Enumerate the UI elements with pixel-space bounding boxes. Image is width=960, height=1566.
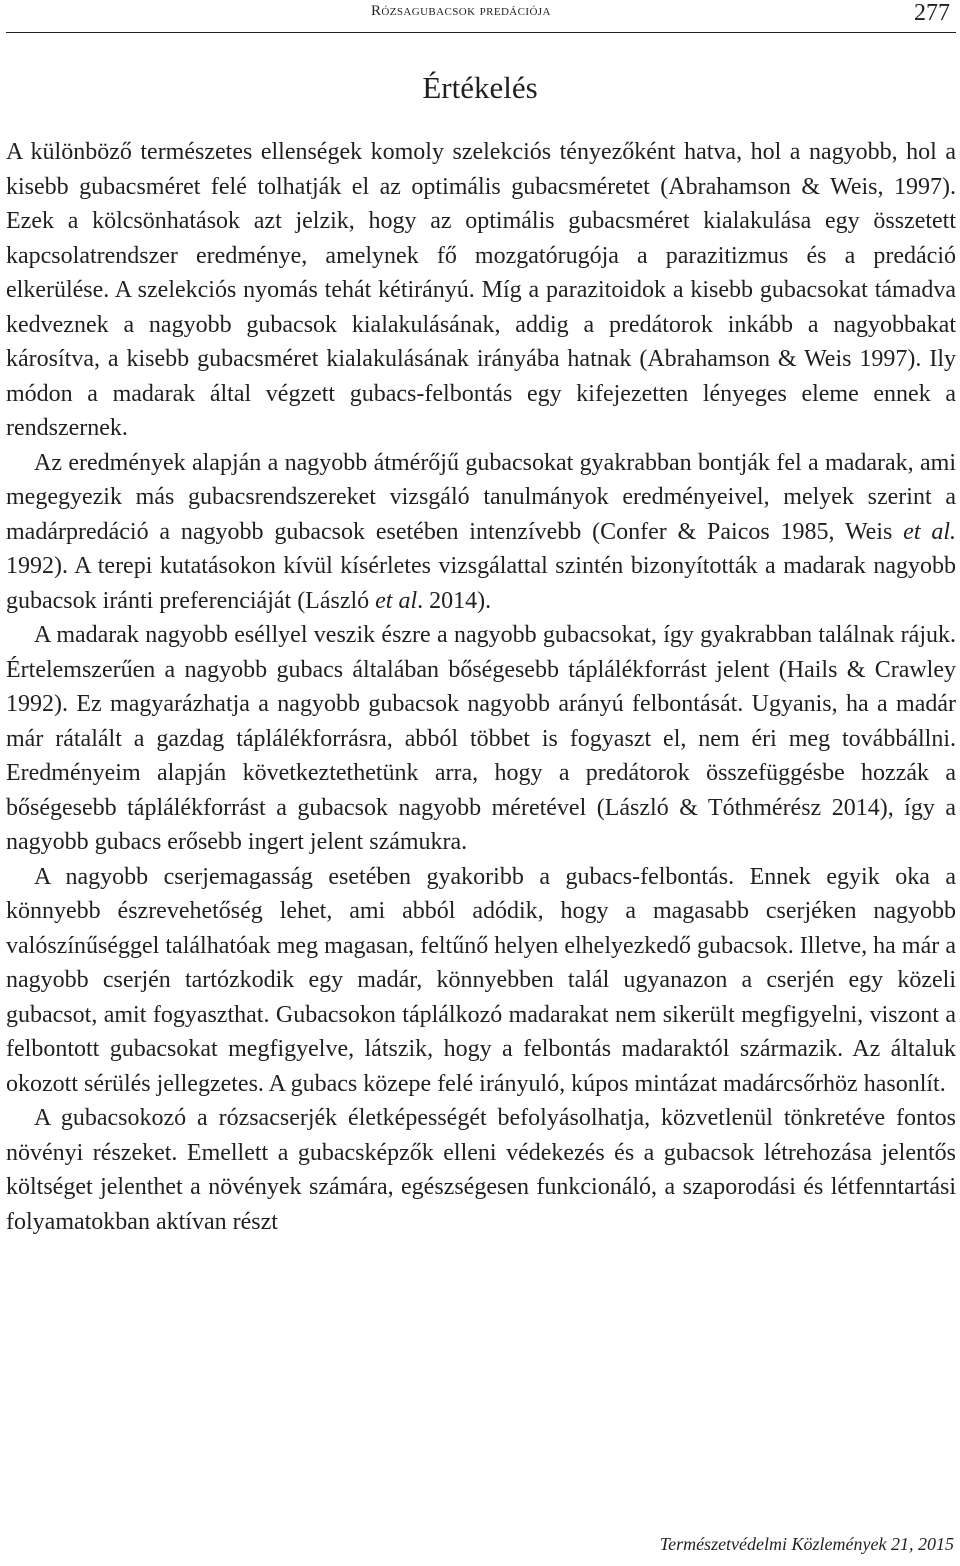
- paragraph-4: A nagyobb cserjemagasság esetében gyakoribb a gubacs-felbontás. Ennek egyik oka a könnyebb észrevehetőség lehet, ami abból adódik, hogy a magasabb cserjéken nagyobb valószínűséggel találhatóak meg magasan, feltűnő helyen elhelyezkedő gubacsok. Illetve, ha már a nagyobb cserjén tartózkodik egy madár, könnyebben talál ugyanazon a cserjén egy közeli gubacsot, amit fogyaszthat. Gubacsokon táplálkozó madarakat nem sikerült megfigyelni, viszont a felbontott gubacsokat megfigyelve, látszik, hogy a felbontás madaraktól származik. Az általuk okozott sérülés jellegzetes. A gubacs közepe felé irányuló, kúpos mintázat madárcsőrhöz hasonlít.: [6, 863, 956, 1097]
- running-title: Rózsagubacsok predációja: [371, 3, 551, 19]
- paragraph-2-text-a: Az eredmények alapján a nagyobb átmérőjű gubacsokat gyakrabban bontják fel a madarak, ami megegyezik más gubacsrendszereket vizsgáló tanulmányok eredményeivel, melyek szerint a madárpredáció a nagyobb gubacsok esetében intenzívebb (Confer & Paicos 1985, Weis: [6, 449, 956, 545]
- body-text: [6, 135, 956, 1239]
- running-header: [6, 0, 956, 33]
- paragraph-2-text-c: . 2014).: [417, 587, 492, 614]
- page-number: 277: [914, 0, 950, 26]
- citation-et-al: et al.: [903, 518, 956, 545]
- paragraph-2-text-b: 1992). A terepi kutatásokon kívül kísérletes vizsgálattal szintén bizonyították a madarak nagyobb gubacsok iránti preferenciáját (László: [6, 553, 956, 614]
- paragraph-2: [6, 446, 956, 619]
- journal-footer: Természetvédelmi Közlemények 21, 2015: [659, 1534, 954, 1554]
- section-title: Értékelés: [422, 70, 538, 105]
- paragraph-1: A különböző természetes ellenségek komoly szelekciós tényezőként hatva, hol a nagyobb, hol a kisebb gubacsméret felé tolhatják el az optimális gubacsméretet (Abrahamson & Weis, 1997). Ezek a kölcsönhatások azt jelzik, hogy az optimális gubacsméret kialakulása egy összetett kapcsolatrendszer eredménye, amelynek fő mozgatórugója a parazitizmus és a predáció elkerülése. A szelekciós nyomás tehát kétirányú. Míg a parazitoidok a kisebb gubacsokat támadva kedveznek a nagyobb gubacsok kialakulásának, addig a predátorok inkább a nagyobbakat károsítva, a kisebb gubacsméret kialakulásának irányába hatnak (Abrahamson & Weis 1997). Ily módon a madarak által végzett gubacs-felbontás egy kifejezetten lényeges eleme ennek a rendszernek.: [6, 139, 956, 441]
- paragraph-3: A madarak nagyobb eséllyel veszik észre a nagyobb gubacsokat, így gyakrabban találnak rájuk. Értelemszerűen a nagyobb gubacs általában bőségesebb táplálékforrást jelent (Hails & Crawley 1992). Ez magyarázhatja a nagyobb gubacsok nagyobb arányú felbontását. Ugyanis, ha a madár már rátalált a gazdag táplálékforrásra, abból többet is fogyaszt el, nem éri meg továbbállni. Eredményeim alapján következtethetünk arra, hogy a predátorok összefüggésbe hozzák a bőségesebb táplálékforrást a gubacsok nagyobb méretével (László & Tóthmérész 2014), így a nagyobb gubacs erősebb ingert jelent számukra.: [6, 622, 956, 855]
- citation-et-al: et al: [375, 587, 418, 614]
- paragraph-5: A gubacsokozó a rózsacserjék életképességét befolyásolhatja, közvetlenül tönkretéve fontos növényi részeket. Emellett a gubacsképzők elleni védekezés és a gubacsok létrehozása jelentős költséget jelenthet a növények számára, egészségesen funkcionáló, a szaporodási és létfenntartási folyamatokban aktívan részt: [6, 1105, 956, 1235]
